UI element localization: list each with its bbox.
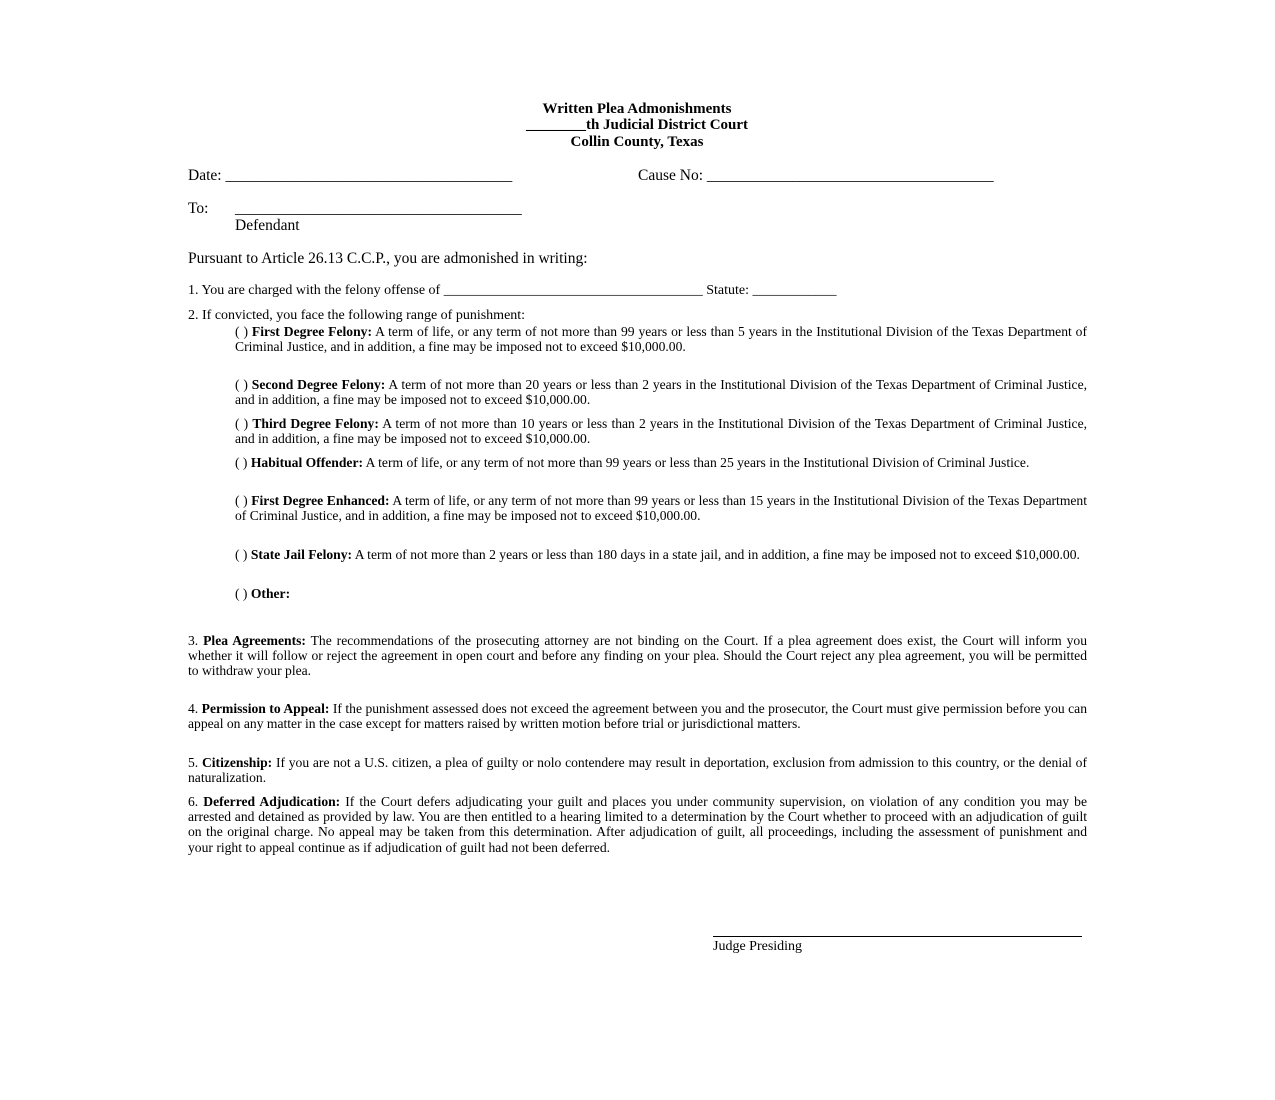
- option-heading: First Degree Felony:: [251, 324, 372, 339]
- option-text: A term of life, or any term of not more than 99 years or less than 5 years in the Institutional Division of the Texas Department of Criminal Justice, and in addition, a fine may be imposed not to exceed $10,000.00.: [235, 324, 1088, 355]
- cause-blank: _____________________________________: [706, 167, 994, 184]
- punishment-range-lead: 2. If convicted, you face the following range of punishment:: [188, 308, 526, 323]
- date-blank: _____________________________________: [225, 167, 513, 184]
- option-marker: ( ): [235, 493, 248, 508]
- option-marker: ( ): [235, 324, 248, 339]
- option-heading: Other:: [250, 586, 291, 601]
- signature-line: [713, 936, 1082, 937]
- option-first-degree-felony: [235, 324, 1087, 354]
- option-text: A term of not more than 10 years or less than 2 years in the Institutional Division of the Texas Department of Criminal Justice, and in addition, a fine may be imposed not to exceed $10,000.00.: [235, 416, 1088, 447]
- option-heading: First Degree Enhanced:: [251, 493, 390, 508]
- date-label: Date:: [188, 167, 226, 184]
- paragraph-number: 5.: [188, 755, 199, 770]
- paragraph-number: 3.: [188, 633, 199, 648]
- county-name: Collin County, Texas: [570, 134, 704, 150]
- statute-label: Statute:: [702, 283, 753, 298]
- option-heading: State Jail Felony:: [250, 547, 353, 562]
- option-state-jail-felony: [235, 547, 1087, 562]
- paragraph-number: 4.: [188, 701, 199, 716]
- option-third-degree-felony: [235, 416, 1087, 446]
- paragraph-citizenship: [188, 755, 1087, 785]
- paragraph-text: The recommendations of the prosecuting attorney are not binding on the Court. If a plea agreement does exist, the Court will inform you whether it will follow or reject the agreement in open court and before any finding on your plea. Should the Court reject any plea agreement, you will be permitted to withdraw your plea.: [188, 633, 1087, 679]
- to-label: To:: [188, 200, 209, 217]
- paragraph-plea-agreements: [188, 633, 1087, 679]
- paragraph-text: If you are not a U.S. citizen, a plea of guilty or nolo contendere may result in deportation, exclusion from admission to this country, or the denial of naturalization.: [188, 755, 1087, 786]
- option-first-degree-enhanced: [235, 493, 1087, 523]
- option-second-degree-felony: [235, 377, 1087, 407]
- paragraph-number: 6.: [188, 794, 199, 809]
- charged-offense-text: 1. You are charged with the felony offense of: [188, 283, 444, 298]
- option-habitual-offender: [235, 455, 1087, 470]
- option-text: A term of not more than 20 years or less than 2 years in the Institutional Division of the Texas Department of Criminal Justice, and in addition, a fine may be imposed not to exceed $10,000.00.: [235, 377, 1087, 408]
- judge-presiding-label: Judge Presiding: [713, 939, 803, 954]
- document-title: Written Plea Admonishments: [542, 101, 732, 117]
- option-heading: Third Degree Felony:: [252, 416, 379, 431]
- option-marker: ( ): [235, 547, 248, 562]
- statute-blank: ____________: [752, 283, 837, 298]
- option-marker: ( ): [235, 416, 249, 431]
- option-marker: ( ): [235, 377, 248, 392]
- paragraph-text: If the Court defers adjudicating your guilt and places you under community supervision, on violation of any condition you may be arrested and detained as provided by law. You are then entitled to a hearing limited to a determination by the Court whether to proceed with an adjudication of guilt on the original charge. No appeal may be taken from this determination. After adjudication of guilt, all proceedings, including the assessment of punishment and your right to appeal continue as if adjudication of guilt had not been deferred.: [188, 794, 1087, 855]
- option-heading: Second Degree Felony:: [251, 377, 386, 392]
- to-blank: _____________________________________: [235, 200, 522, 217]
- paragraph-heading: Deferred Adjudication:: [203, 794, 341, 809]
- item-charged-offense: [188, 283, 836, 299]
- paragraph-heading: Citizenship:: [201, 755, 273, 770]
- paragraph-deferred-adjudication: [188, 794, 1087, 855]
- court-name: ________th Judicial District Court: [525, 117, 749, 133]
- option-text: A term of life, or any term of not more than 99 years or less than 15 years in the Institutional Division of the Texas Department of Criminal Justice, and in addition, a fine may be imposed not to exceed $10,000.00.: [235, 493, 1087, 524]
- paragraph-text: If the punishment assessed does not exceed the agreement between you and the prosecutor, the Court must give permission before you can appeal on any matter in the case except for matters raised by written motion before trial or jurisdictional matters.: [188, 701, 1088, 732]
- option-other: [235, 586, 1087, 601]
- option-text: A term of not more than 2 years or less than 180 days in a state jail, and in addition, a fine may be imposed not to exceed $10,000.00.: [354, 547, 1080, 562]
- option-marker: ( ): [235, 586, 248, 601]
- paragraph-permission-to-appeal: [188, 701, 1087, 731]
- cause-label: Cause No:: [638, 167, 707, 184]
- defendant-label: Defendant: [235, 217, 300, 234]
- cause-field: [638, 167, 994, 185]
- option-text: A term of life, or any term of not more than 99 years or less than 25 years in the Institutional Division of Criminal Justice.: [365, 455, 1030, 470]
- paragraph-heading: Permission to Appeal:: [201, 701, 330, 716]
- option-marker: ( ): [235, 455, 248, 470]
- intro-text: Pursuant to Article 26.13 C.C.P., you are admonished in writing:: [188, 250, 588, 267]
- paragraph-heading: Plea Agreements:: [203, 633, 306, 648]
- offense-blank: _____________________________________: [443, 283, 703, 298]
- option-heading: Habitual Offender:: [250, 455, 364, 470]
- date-field: [188, 167, 512, 185]
